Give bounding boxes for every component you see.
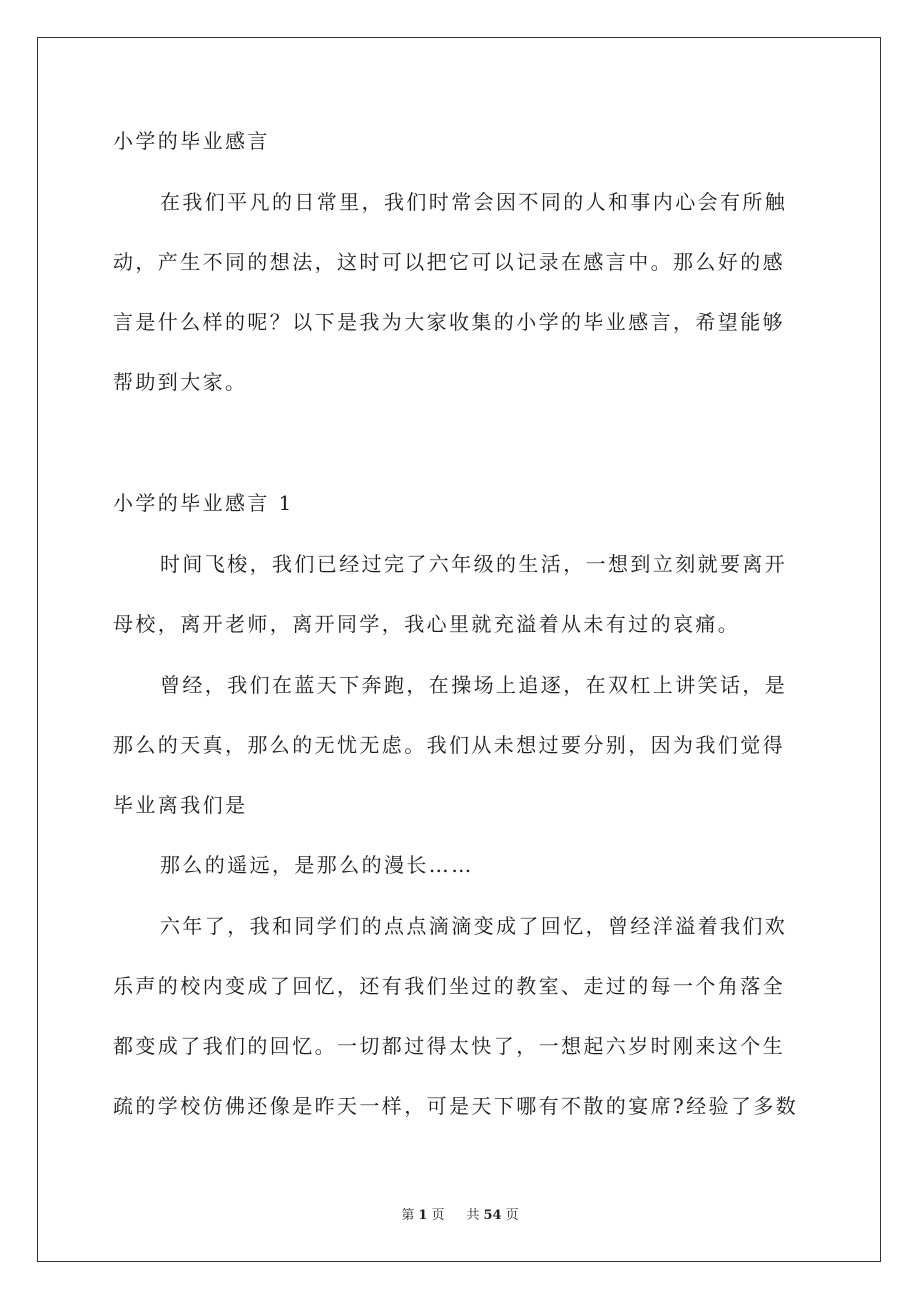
body-line-5: 毕业离我们是 [113, 793, 248, 817]
body-line-2: 母校，离开老师，离开同学，我心里就充溢着从未有过的哀痛。 [113, 612, 741, 636]
total-suffix: 页 [505, 1208, 519, 1223]
total-pages-number: 54 [483, 1208, 502, 1223]
intro-line-4: 帮助到大家。 [113, 370, 248, 394]
body-line-1: 时间飞梭，我们已经过完了六年级的生活，一想到立刻就要离开 [160, 552, 788, 576]
intro-line-2: 动，产生不同的想法，这时可以把它可以记录在感言中。那么好的感 [113, 250, 785, 274]
body-line-10: 疏的学校仿佛还像是昨天一样，可是天下哪有不散的宴席?经验了多数 [113, 1094, 799, 1118]
body-line-4: 那么的天真，那么的无忧无虑。我们从未想过要分别，因为我们觉得 [113, 733, 785, 757]
intro-line-1: 在我们平凡的日常里，我们时常会因不同的人和事内心会有所触 [160, 190, 788, 214]
page-border [37, 37, 881, 1262]
total-prefix: 共 [466, 1208, 480, 1223]
body-line-6: 那么的遥远，是那么的漫长…… [160, 853, 474, 877]
current-page-number: 1 [418, 1208, 428, 1223]
body-line-7: 六年了，我和同学们的点点滴滴变成了回忆，曾经洋溢着我们欢 [160, 914, 788, 938]
document-title: 小学的毕业感言 [113, 129, 270, 153]
page-suffix: 页 [431, 1208, 445, 1223]
body-line-8: 乐声的校内变成了回忆，还有我们坐过的教室、走过的每一个角落全 [113, 974, 785, 998]
intro-line-3: 言是什么样的呢？以下是我为大家收集的小学的毕业感言，希望能够 [113, 310, 785, 334]
page-prefix: 第 [401, 1208, 415, 1223]
page-footer [0, 1208, 920, 1224]
section-title: 小学的毕业感言 1 [113, 491, 294, 515]
body-line-3: 曾经，我们在蓝天下奔跑，在操场上追逐，在双杠上讲笑话，是 [160, 673, 788, 697]
body-line-9: 都变成了我们的回忆。一切都过得太快了，一想起六岁时刚来这个生 [113, 1034, 785, 1058]
